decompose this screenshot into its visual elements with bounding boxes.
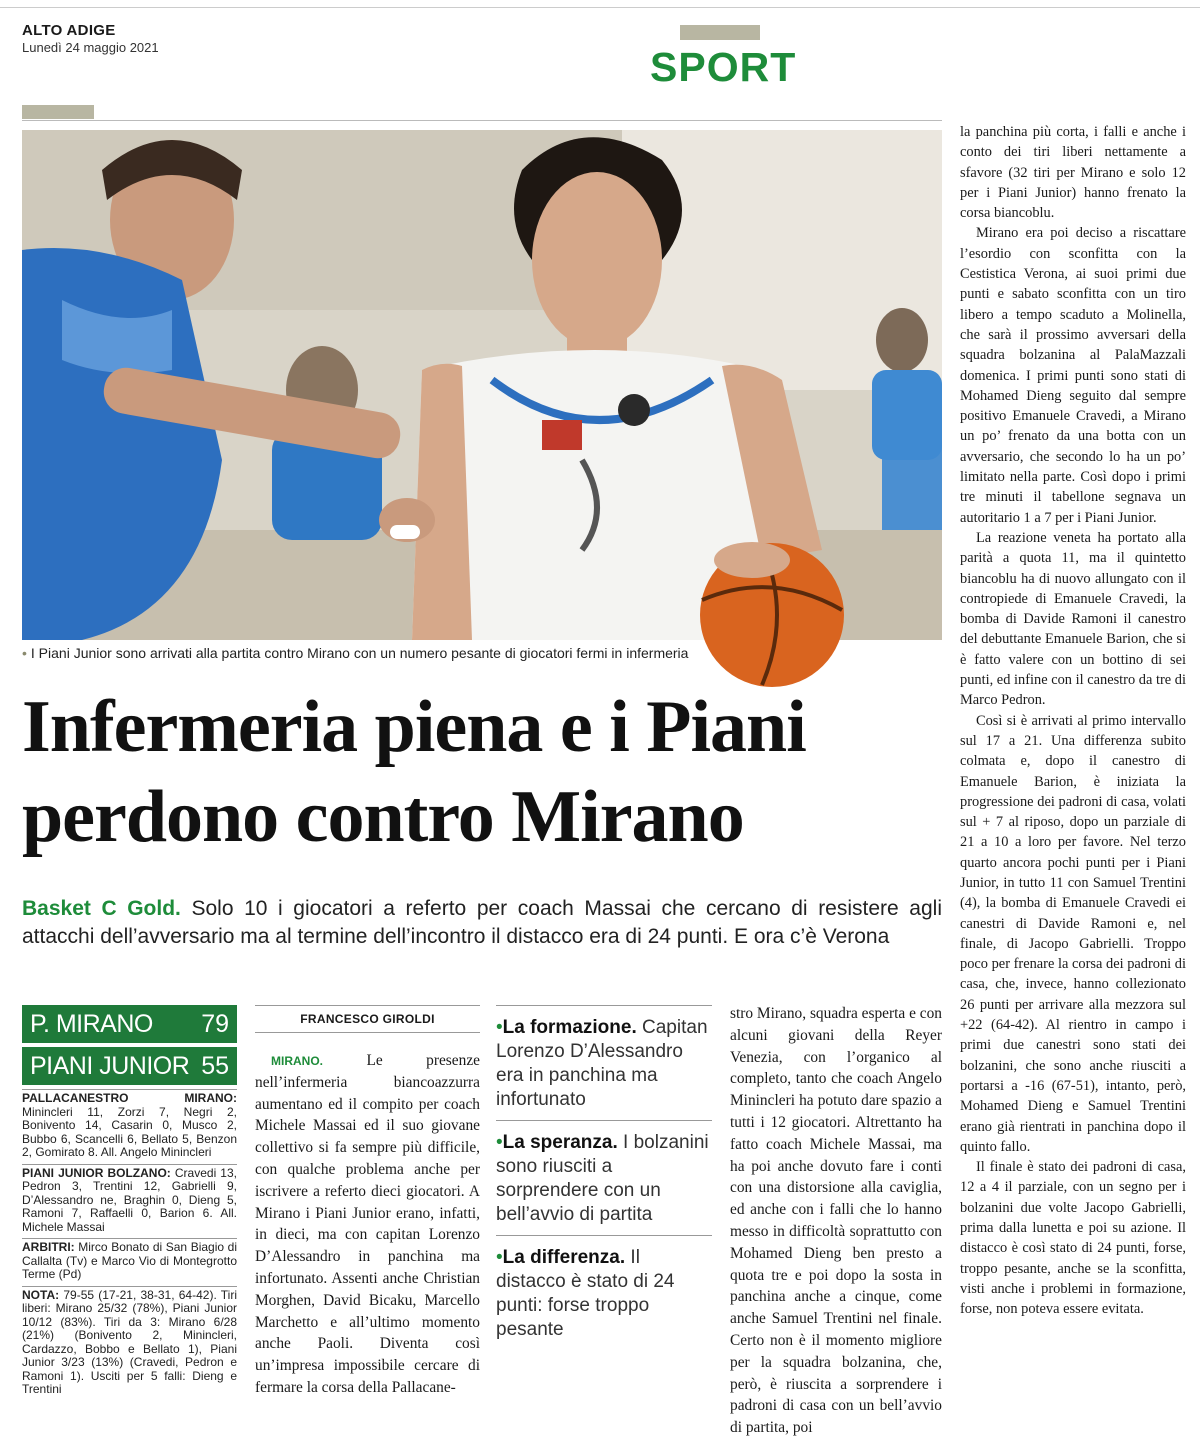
away-team-name: PIANI JUNIOR [30, 1051, 190, 1080]
fact-bullet-icon: • [496, 1132, 503, 1153]
subhead-text: Solo 10 i giocatori a referto per coach Massai che cercano di resistere agli attacchi dell’avversario ma al termine dell’incontro il distacco era di 24 punti. E ora c’è Verona [22, 897, 942, 948]
fact-box [496, 1235, 712, 1342]
away-team-score: 55 [201, 1051, 229, 1080]
score-row-home [22, 1005, 237, 1043]
score-row-away [22, 1047, 237, 1085]
body-paragraph: Mirano era poi deciso a riscattare l’esordio con sconfitta con la Cestistica Verona, ai suoi primi due punti e sabato sconfitta con un tiro libero a tempo scaduto a Molinella, che sarà il prossimo avversari della squadra bolzanina al PalaMazzali domenica. I primi punti sono stati di Mohamed Dieng seguito dal sempre positivo Emanuele Cravedi, a Mirano un po’ frenato da una botta con un avversario, che secondo lo ha un po’ limitato nella parte. Così dopo i primi tre minuti il tabellone segnava un autoritario 1 a 7 per i Piani Junior. [960, 225, 1186, 526]
referees [22, 1238, 237, 1286]
headline-line-1: Infermeria piena e i Piani [22, 686, 806, 768]
fact-text: I bolzanini sono riusciti a sorprendere con un bell’avvio di partita [496, 1132, 709, 1225]
fact-text: Capitan Lorenzo D’Alessandro era in panchina ma infortunato [496, 1017, 708, 1110]
mirano-lineup-label: PALLACANESTRO MIRANO: [22, 1091, 237, 1105]
notes-text: 79-55 (17-21, 38-31, 64-42). Tiri liberi: Mirano 25/32 (78%), Piani Junior 10/12 (83%). Tiri da 3: Mirano 6/28 (21%) (Bonivento 2, Minincleri, Cardazzo, Bobbo e Bellato 1), Piani Junior 3/23 (13%) (Cravedi, Pedron e Ramoni 1). Usciti per 5 falli: Dieng e Trentini [22, 1287, 237, 1396]
caption-text: I Piani Junior sono arrivati alla partita contro Mirano con un numero pesante di giocatori fermi in infermeria [30, 645, 689, 661]
fact-bullet-icon: • [496, 1017, 503, 1038]
body-column-3 [960, 122, 1186, 1320]
body-paragraph [255, 1050, 480, 1399]
fact-heading: La differenza. [502, 1247, 626, 1268]
kicker: Basket C Gold. [22, 897, 181, 920]
home-team-score: 79 [201, 1009, 229, 1038]
body-paragraph: stro Mirano, squadra esperta e con alcuni giovani della Reyer Venezia, con l’organico al completo, tanto che coach Angelo Minincleri ha potuto dare spazio a tutti i 12 giocatori. Altrettanto ha fatto coach Michele Massai, ma ha poi anche dovuto fare i conti con una distorsione alla caviglia, ed anche con i falli che lo hanno messo in difficoltà soprattutto con Mohamed Dieng ben presto a quota tre e poi dopo la sosta in panchina anche a cinque, come anche Samuel Trentini nel finale. Certo non è il momento migliore per la squadra bolzanina, che, però, è riuscita a sorprendere i padroni di casa con un bell’avvio di partita, poi [730, 1005, 942, 1437]
article-accent-block [22, 105, 94, 119]
divider [22, 120, 942, 121]
issue-date: Lunedì 24 maggio 2021 [22, 40, 159, 55]
body-paragraph: Il finale è stato dei padroni di casa, 12 a 4 il parziale, con un segno per i bolzanini due volte Jacopo Gabrielli, prima dalla lunetta e poi su azione. Il distacco è così stato di 24 punti, forse, troppo pesante, anche se la sconfitta, visti anche i problemi in formazione, forse, non poteva essere evitata. [960, 1159, 1186, 1318]
home-team-name: P. MIRANO [30, 1009, 153, 1038]
body-paragraph: La reazione veneta ha portato alla parità a quota 11, ma il quintetto biancoblu ha di nuovo allungato con il contropiede di Emanuele Cravedi, la bomba di Davide Ramoni il canestro del debuttante Emanuele Barion, che si è fatto valere con un bottino di sei punti, ed infine con il canestro da tre di Marco Pedron. [960, 529, 1186, 709]
mirano-lineup [22, 1089, 237, 1164]
section-accent-bar [680, 25, 760, 40]
fact-bullet-icon: • [496, 1247, 503, 1268]
subheadline [22, 895, 942, 951]
piani-lineup [22, 1164, 237, 1239]
basketball-photo-illustration [22, 130, 942, 640]
fact-heading: La formazione. [502, 1017, 637, 1038]
section-title: SPORT [650, 44, 797, 90]
scorebox [22, 1005, 237, 1401]
referees-label: ARBITRI: [22, 1240, 75, 1254]
referees-text: Mirco Bonato di San Biagio di Callalta (Tv) e Marco Vio di Montegrotto Terme (Pd) [22, 1240, 237, 1281]
article-photo [22, 130, 942, 640]
piani-lineup-text: Cravedi 13, Pedron 3, Trentini 12, Gabrielli 9, D’Alessandro ne, Braghin 0, Dieng 5, Ramoni 7, Raffaelli 0, Barion 6. All. Michele Massai [22, 1165, 237, 1234]
body-column-2 [730, 1003, 942, 1439]
body-column-1 [255, 1050, 480, 1399]
fact-box [496, 1005, 712, 1112]
byline: FRANCESCO GIROLDI [255, 1005, 480, 1033]
piani-lineup-label: PIANI JUNIOR BOLZANO: [22, 1165, 171, 1180]
fact-text: Il distacco è stato di 24 punti: forse troppo pesante [496, 1247, 675, 1340]
body-paragraph: Così si è arrivati al primo intervallo sul 17 a 21. Una differenza subito colmata e, dopo il canestro di Emanuele Barion, è iniziata la progressione dei padroni di casa, volati sul + 7 al riposo, dopo un parziale di 21 a 10 a loro per favore. Nel terzo quarto ancora pochi punti per i Piani Junior, in tutto 11 con Samuel Trentini (4), la bomba di Emanuele Cravedi ei canestri di Davide Ramoni e, nel finale, di Jacopo Gabrielli. Troppo poco per frenare la corsa dei padroni di casa, che, invece, hanno collezionato 26 punti per arrivare alla mezzora sul +22 (64-42). Al rientro in campo i primi due canestri sono stati dei bolzanini, che sono anche riusciti a portarsi a -16 (67-51), intanto, però, Mohamed Dieng e Samuel Trentini erano già rientrati in panchina dopo il quinto fallo. [960, 712, 1186, 1155]
mirano-lineup-text: Minincleri 11, Zorzi 7, Negri 2, Bonivento 14, Casarin 0, Musco 2, Bubbo 6, Scancelli 6, Bellato 5, Benzon 2, Gomirato 8. All. Angelo Minincleri [22, 1104, 237, 1159]
top-rule [0, 7, 1200, 8]
fact-boxes [496, 1005, 712, 1350]
body-paragraph: la panchina più corta, i falli e anche i conto dei tiri liberi nettamente a sfavore (32 tiri per Mirano e solo 12 per i Piani Junior) hanno frenato la corsa biancoblu. [960, 124, 1186, 222]
photo-caption [22, 645, 942, 661]
body-paragraph-text: Le presenze nell’infermeria biancoazzurra aumentano ed il compito per coach Michele Massai ed il suo giovane collettivo si fa sempre più difficile, con qualche problema anche per iscrivere a referto dieci giocatori. A Mirano i Piani Junior erano, infatti, in dieci, ma con capitan Lorenzo D’Alessandro in panchina ma infortunato. Assenti anche Christian Morghen, David Bicaku, Marcello Marchetto e all’ultimo momento anche Paoli. Diventa così un’impresa impossibile cercare di fermare la corsa della Pallacane- [255, 1052, 480, 1396]
headline-line-2: perdono contro Mirano [22, 776, 744, 858]
fact-box [496, 1120, 712, 1227]
newspaper-name: ALTO ADIGE [22, 22, 116, 39]
headline [22, 682, 942, 862]
fact-heading: La speranza. [502, 1132, 618, 1153]
notes-label: NOTA: [22, 1287, 60, 1302]
dateline: MIRANO. [271, 1054, 323, 1068]
match-notes [22, 1286, 237, 1401]
caption-bullet-icon: • [22, 645, 27, 661]
